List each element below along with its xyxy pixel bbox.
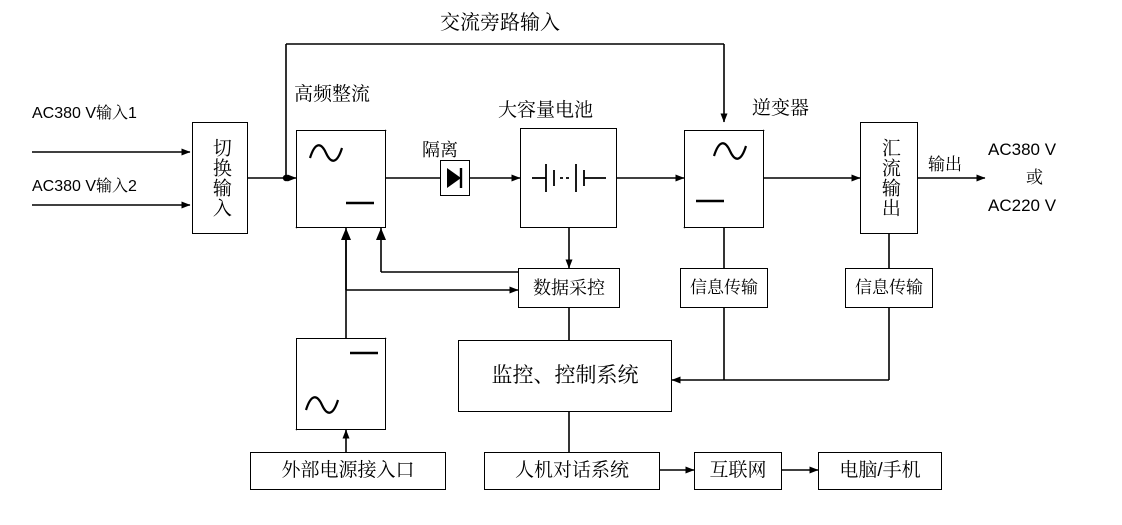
info-transfer-1-block[interactable]: 信息传输 bbox=[680, 268, 768, 308]
battery-label: 大容量电池 bbox=[498, 100, 594, 121]
output-voltage-2: AC220 V bbox=[988, 196, 1057, 215]
computer-phone-block[interactable]: 电脑/手机 bbox=[818, 452, 942, 490]
busbar-output-label: 汇流输出 bbox=[878, 138, 900, 218]
output-voltage-or: 或 bbox=[1026, 168, 1043, 187]
busbar-output-block[interactable] bbox=[860, 122, 918, 234]
input1-label: AC380 V输入1 bbox=[32, 105, 137, 122]
switch-input-label: 切换输入 bbox=[209, 138, 231, 218]
external-power-converter-block[interactable] bbox=[296, 338, 386, 430]
input2-label: AC380 V输入2 bbox=[32, 178, 137, 195]
battery-block[interactable] bbox=[520, 128, 617, 228]
rectifier-block[interactable] bbox=[296, 130, 386, 228]
data-acquisition-block[interactable]: 数据采控 bbox=[518, 268, 620, 308]
isolation-label: 隔离 bbox=[422, 140, 458, 160]
output-voltage-1: AC380 V bbox=[988, 140, 1057, 159]
info-transfer-2-block[interactable]: 信息传输 bbox=[845, 268, 933, 308]
monitor-control-block[interactable]: 监控、控制系统 bbox=[458, 340, 672, 412]
isolation-diode-block[interactable] bbox=[440, 160, 470, 196]
rectifier-label: 高频整流 bbox=[294, 84, 371, 105]
output-label: 输出 bbox=[928, 155, 962, 174]
switch-input-block[interactable] bbox=[192, 122, 248, 234]
hmi-system-block[interactable]: 人机对话系统 bbox=[484, 452, 660, 490]
bypass-label: 交流旁路输入 bbox=[440, 12, 560, 34]
inverter-block[interactable] bbox=[684, 130, 764, 228]
internet-block[interactable]: 互联网 bbox=[694, 452, 782, 490]
external-power-port-block[interactable]: 外部电源接入口 bbox=[250, 452, 446, 490]
inverter-label: 逆变器 bbox=[752, 98, 810, 119]
